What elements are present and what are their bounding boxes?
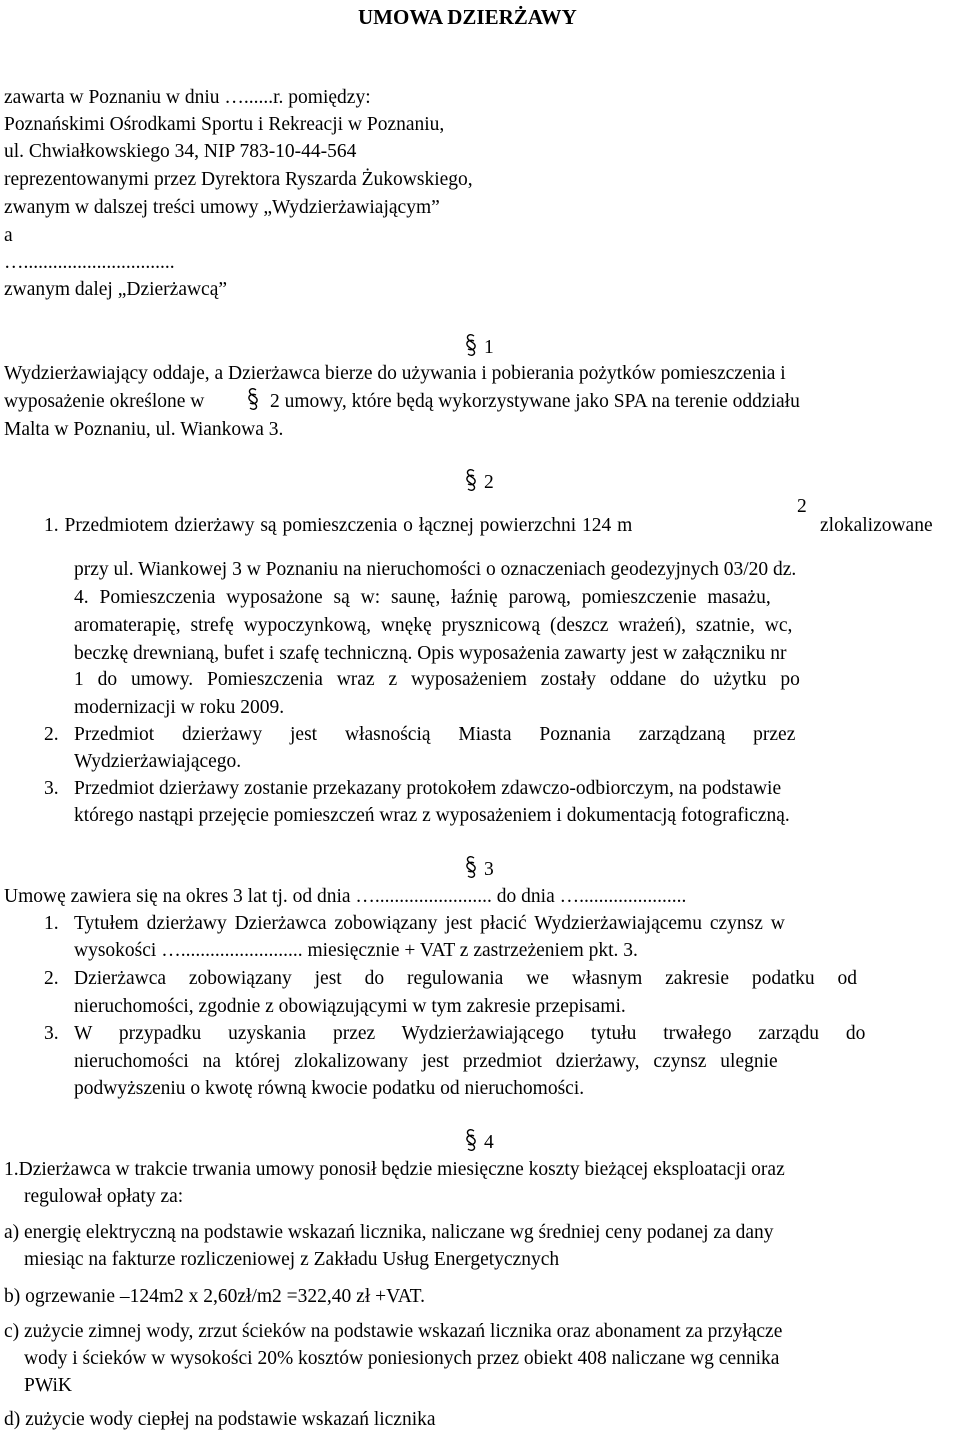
section-3-item-3b: nieruchomości na której zlokalizowany jest przedmiot dzierżawy, czynsz ulegnie [74, 1051, 778, 1072]
section-4-item-c2: wody i ścieków w wysokości 20% kosztów poniesionych przez obiekt 408 naliczane wg cennika [24, 1348, 780, 1369]
section-1-line-1: Wydzierżawiający oddaje, a Dzierżawca bierze do używania i pobierania pożytków pomieszczenia i [4, 363, 786, 384]
section-sign-icon [464, 1128, 478, 1152]
section-2-item-1a: 1. Przedmiotem dzierżawy są pomieszczenia o łącznej powierzchni 124 m [44, 515, 633, 536]
intro-line-3: ul. Chwiałkowskiego 34, NIP 783-10-44-564 [4, 141, 357, 162]
section-4-line-2: regulował opłaty za: [24, 1186, 184, 1207]
section-2-item-1g: 1 do umowy. Pomieszczenia wraz z wyposażeniem zostały oddane do użytku po [74, 669, 800, 690]
section-3-item-1-number: 1. [44, 913, 59, 934]
section-3-item-2-number: 2. [44, 968, 59, 989]
section-4-item-a1: a) energię elektryczną na podstawie wskazań licznika, naliczane wg średniej ceny podanej za dany [4, 1222, 774, 1243]
section-2-item-1d-text: 4. Pomieszczenia wyposażone są w: saunę, łaźnię parową, pomieszczenie masażu, [74, 587, 771, 608]
intro-line-6: a [4, 225, 13, 246]
section-2-item-1e: aromaterapię, strefę wypoczynkową, wnękę prysznicową (deszcz wrażeń), szatnie, wc, [74, 615, 793, 636]
section-2-item-2a: Przedmiot dzierżawy jest własnością Miasta Poznania zarządzaną przez [74, 724, 796, 745]
section-2-item-1b: zlokalizowane [820, 515, 933, 536]
section-2-item-2b: Wydzierżawiającego. [74, 751, 242, 772]
section-sign-icon [464, 468, 478, 492]
section-2-item-3b: którego nastąpi przejęcie pomieszczeń wraz z wyposażeniem i dokumentacją fotograficzną. [74, 805, 790, 826]
section-3-item-1b: wysokości …......................... miesięcznie + VAT z zastrzeżeniem pkt. 3. [74, 940, 638, 961]
section-3-item-2b: nieruchomości, zgodnie z obowiązującymi w tym zakresie przepisami. [74, 996, 626, 1017]
section-2-number: 2 [484, 472, 494, 493]
intro-line-4: reprezentowanymi przez Dyrektora Ryszarda Żukowskiego, [4, 169, 473, 190]
section-1-number: 1 [484, 337, 494, 358]
intro-line-7: …............................... [4, 252, 175, 273]
section-4-line-1: 1.Dzierżawca w trakcie trwania umowy ponosił będzie miesięczne koszty bieżącej eksploatacji oraz [4, 1159, 785, 1180]
section-3-lead: Umowę zawiera się na okres 3 lat tj. od dnia …........................ do dnia …...................... [4, 886, 687, 907]
section-1-line-2a: wyposażenie określone w [4, 391, 205, 412]
section-2-item-1d [74, 588, 956, 608]
section-2-item-2-number: 2. [44, 724, 59, 745]
intro-line-5: zwanym w dalszej treści umowy „Wydzierżawiającym” [4, 197, 440, 218]
intro-line-2: Poznańskimi Ośrodkami Sportu i Rekreacji w Poznaniu, [4, 114, 445, 135]
section-3-item-3c: podwyższeniu o kwotę równą kwocie podatku od nieruchomości. [74, 1078, 585, 1099]
section-4-item-a2: miesiąc na fakturze rozliczeniowej z Zakładu Usług Energetycznych [24, 1249, 560, 1270]
section-2-item-1h: modernizacji w roku 2009. [74, 697, 285, 718]
section-4-item-d1: d) zużycie wody ciepłej na podstawie wskazań licznika [4, 1409, 436, 1430]
section-2-item-1f: beczkę drewnianą, bufet i szafę techniczną. Opis wyposażenia zawarty jest w załączniku nr [74, 643, 787, 664]
section-4-number: 4 [484, 1132, 494, 1153]
section-sign-icon [464, 333, 478, 357]
section-3-item-3-number: 3. [44, 1023, 59, 1044]
section-2-item-3a: Przedmiot dzierżawy zostanie przekazany protokołem zdawczo-odbiorczym, na podstawie [74, 778, 782, 799]
section-sign-icon [464, 855, 478, 879]
document-title: UMOWA DZIERŻAWY [358, 5, 577, 29]
section-2-item-1c: przy ul. Wiankowej 3 w Poznaniu na nieruchomości o oznaczeniach geodezyjnych 03/20 dz. [74, 559, 797, 580]
section-4-item-c3: PWiK [24, 1375, 72, 1396]
area-unit-superscript: 2 [797, 496, 807, 517]
section-sign-icon [246, 387, 260, 411]
section-3-item-2a: Dzierżawca zobowiązany jest do regulowania we własnym zakresie podatku od [74, 968, 858, 989]
section-3-item-3a: W przypadku uzyskania przez Wydzierżawiającego tytułu trwałego zarządu do [74, 1023, 866, 1044]
section-2-item-3-number: 3. [44, 778, 59, 799]
section-3-number: 3 [484, 859, 494, 880]
section-1-line-3: Malta w Poznaniu, ul. Wiankowa 3. [4, 419, 284, 440]
section-4-item-b1: b) ogrzewanie –124m2 x 2,60zł/m2 =322,40 zł +VAT. [4, 1286, 425, 1307]
section-4-item-c1: c) zużycie zimnej wody, zrzut ścieków na podstawie wskazań licznika oraz abonament za przyłącze [4, 1321, 783, 1342]
section-3-item-1a: Tytułem dzierżawy Dzierżawca zobowiązany jest płacić Wydzierżawiającemu czynsz w [74, 913, 785, 934]
section-1-line-2b: 2 umowy, które będą wykorzystywane jako SPA na terenie oddziału [270, 391, 800, 412]
intro-line-1: zawarta w Poznaniu w dniu …......r. pomiędzy: [4, 87, 371, 108]
intro-line-8: zwanym dalej „Dzierżawcą” [4, 279, 228, 300]
